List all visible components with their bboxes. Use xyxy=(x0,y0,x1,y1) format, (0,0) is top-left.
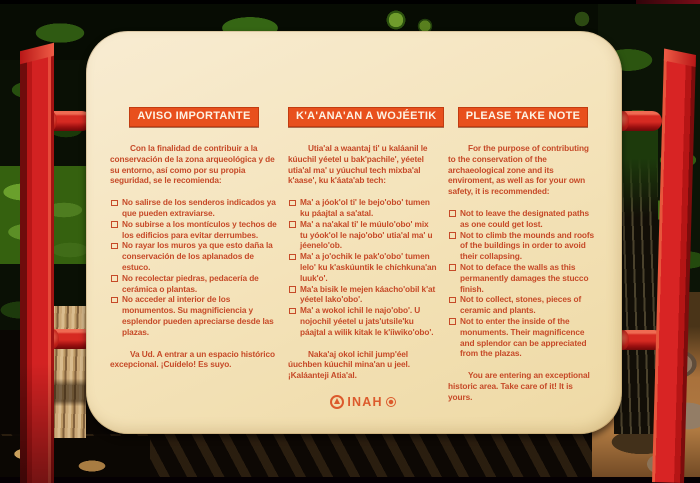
photo-edge-sliver xyxy=(636,0,700,4)
rule-item: No salirse de los senderos indicados ya que pueden extraviarse. xyxy=(110,197,278,219)
english-intro: For the purpose of contributing to the conservation of the archaeological zone and its enviroment, as well as for your own safety, it is recommended: xyxy=(448,143,589,197)
inah-logo xyxy=(288,395,438,409)
rule-item: No recolectar piedras, pedacería de cerámica o plantas. xyxy=(110,273,278,295)
spanish-rules-list xyxy=(110,197,278,337)
mayan-closing: Naka'aj okol ichil jump'éel úuchben kúuchil mina'an u jeel. ¡Kaláanteji Atia'al. xyxy=(288,348,410,381)
mayan-intro: Utia'al a waantaj ti' u kaláanil le kúuchil yéetel u bak'pachile', yéetel utia'al ma' u yúuchul tech mixba'al k'aase', ku k'áata'ab tech: xyxy=(288,143,428,186)
notice-sign-board xyxy=(86,31,622,434)
spanish-closing: Va Ud. A entrar a un espacio histórico excepcional. ¡Cuídelo! Es suyo. xyxy=(110,348,275,370)
tree-trunk xyxy=(52,306,86,438)
inah-logo-text: INAH xyxy=(347,394,383,409)
rule-item: Not to enter the inside of the monuments. Their magnificence and splendor can be appreciated from the plazas. xyxy=(448,316,598,359)
english-header-banner: PLEASE TAKE NOTE xyxy=(458,107,589,127)
inah-seal-icon xyxy=(386,397,396,407)
column-english xyxy=(448,107,598,434)
red-post-left xyxy=(20,56,54,483)
rule-item: No rayar los muros ya que esto daña la conservación de los aplanados de estuco. xyxy=(110,240,278,272)
rule-item: No acceder al interior de los monumentos. Su magnificiencia y esplendor pueden apreciarse desde las plazas. xyxy=(110,294,278,337)
column-mayan xyxy=(288,107,438,434)
mayan-header-banner: K'A'ANA'AN A WOJÉETIK xyxy=(288,107,444,127)
rule-item: Ma' a jóok'ol ti' le bejo'obo' tumen ku páajtal a sa'atal. xyxy=(288,197,438,219)
english-rules-list xyxy=(448,208,598,359)
rule-item: Not to deface the walls as this permanently damages the stucco finish. xyxy=(448,262,598,294)
rule-item: Ma' a na'akal ti' le múulo'obo' mix tu yóok'ol le najo'obo' utia'al ma' u jéenelo'ob. xyxy=(288,219,438,251)
rule-item: Not to leave the designated paths as one could get lost. xyxy=(448,208,598,230)
photo-frame-bottom xyxy=(0,477,700,483)
spanish-intro: Con la finalidad de contribuir a la conservación de la zona arqueológica y de su entorno, así como por su propia seguridad, se le recomienda: xyxy=(110,143,275,186)
mayan-rules-list xyxy=(288,197,438,337)
english-closing: You are entering an exceptional historic area. Take care of it! It is yours. xyxy=(448,370,590,402)
rule-item: Ma'a bisik le mejen káacho'obil k'at yéetel lako'obo'. xyxy=(288,284,438,306)
column-spanish xyxy=(110,107,278,434)
rule-item: Ma' a wokol ichil le najo'obo'. U nojochil yéetel u jats'utsile'ku páajtal a wilik kitak le k'íiwiko'obo'. xyxy=(288,305,438,337)
inah-emblem-icon xyxy=(330,395,344,409)
mount-bar-top-right xyxy=(616,111,662,131)
rule-item: No subirse a los montículos y techos de los edificios para evitar derrumbes. xyxy=(110,219,278,241)
rule-item: Not to collect, stones, pieces of ceramic and plants. xyxy=(448,294,598,316)
rule-item: Not to climb the mounds and roofs of the buildings in order to avoid their collapsing. xyxy=(448,230,598,262)
photo-frame-top xyxy=(0,0,700,4)
rule-item: Ma' a jo'ochik le pak'o'obo' tumen lelo' ku k'askúuntik le chíchkuna'an luuk'o'. xyxy=(288,251,438,283)
spanish-header-banner: AVISO IMPORTANTE xyxy=(129,107,258,127)
